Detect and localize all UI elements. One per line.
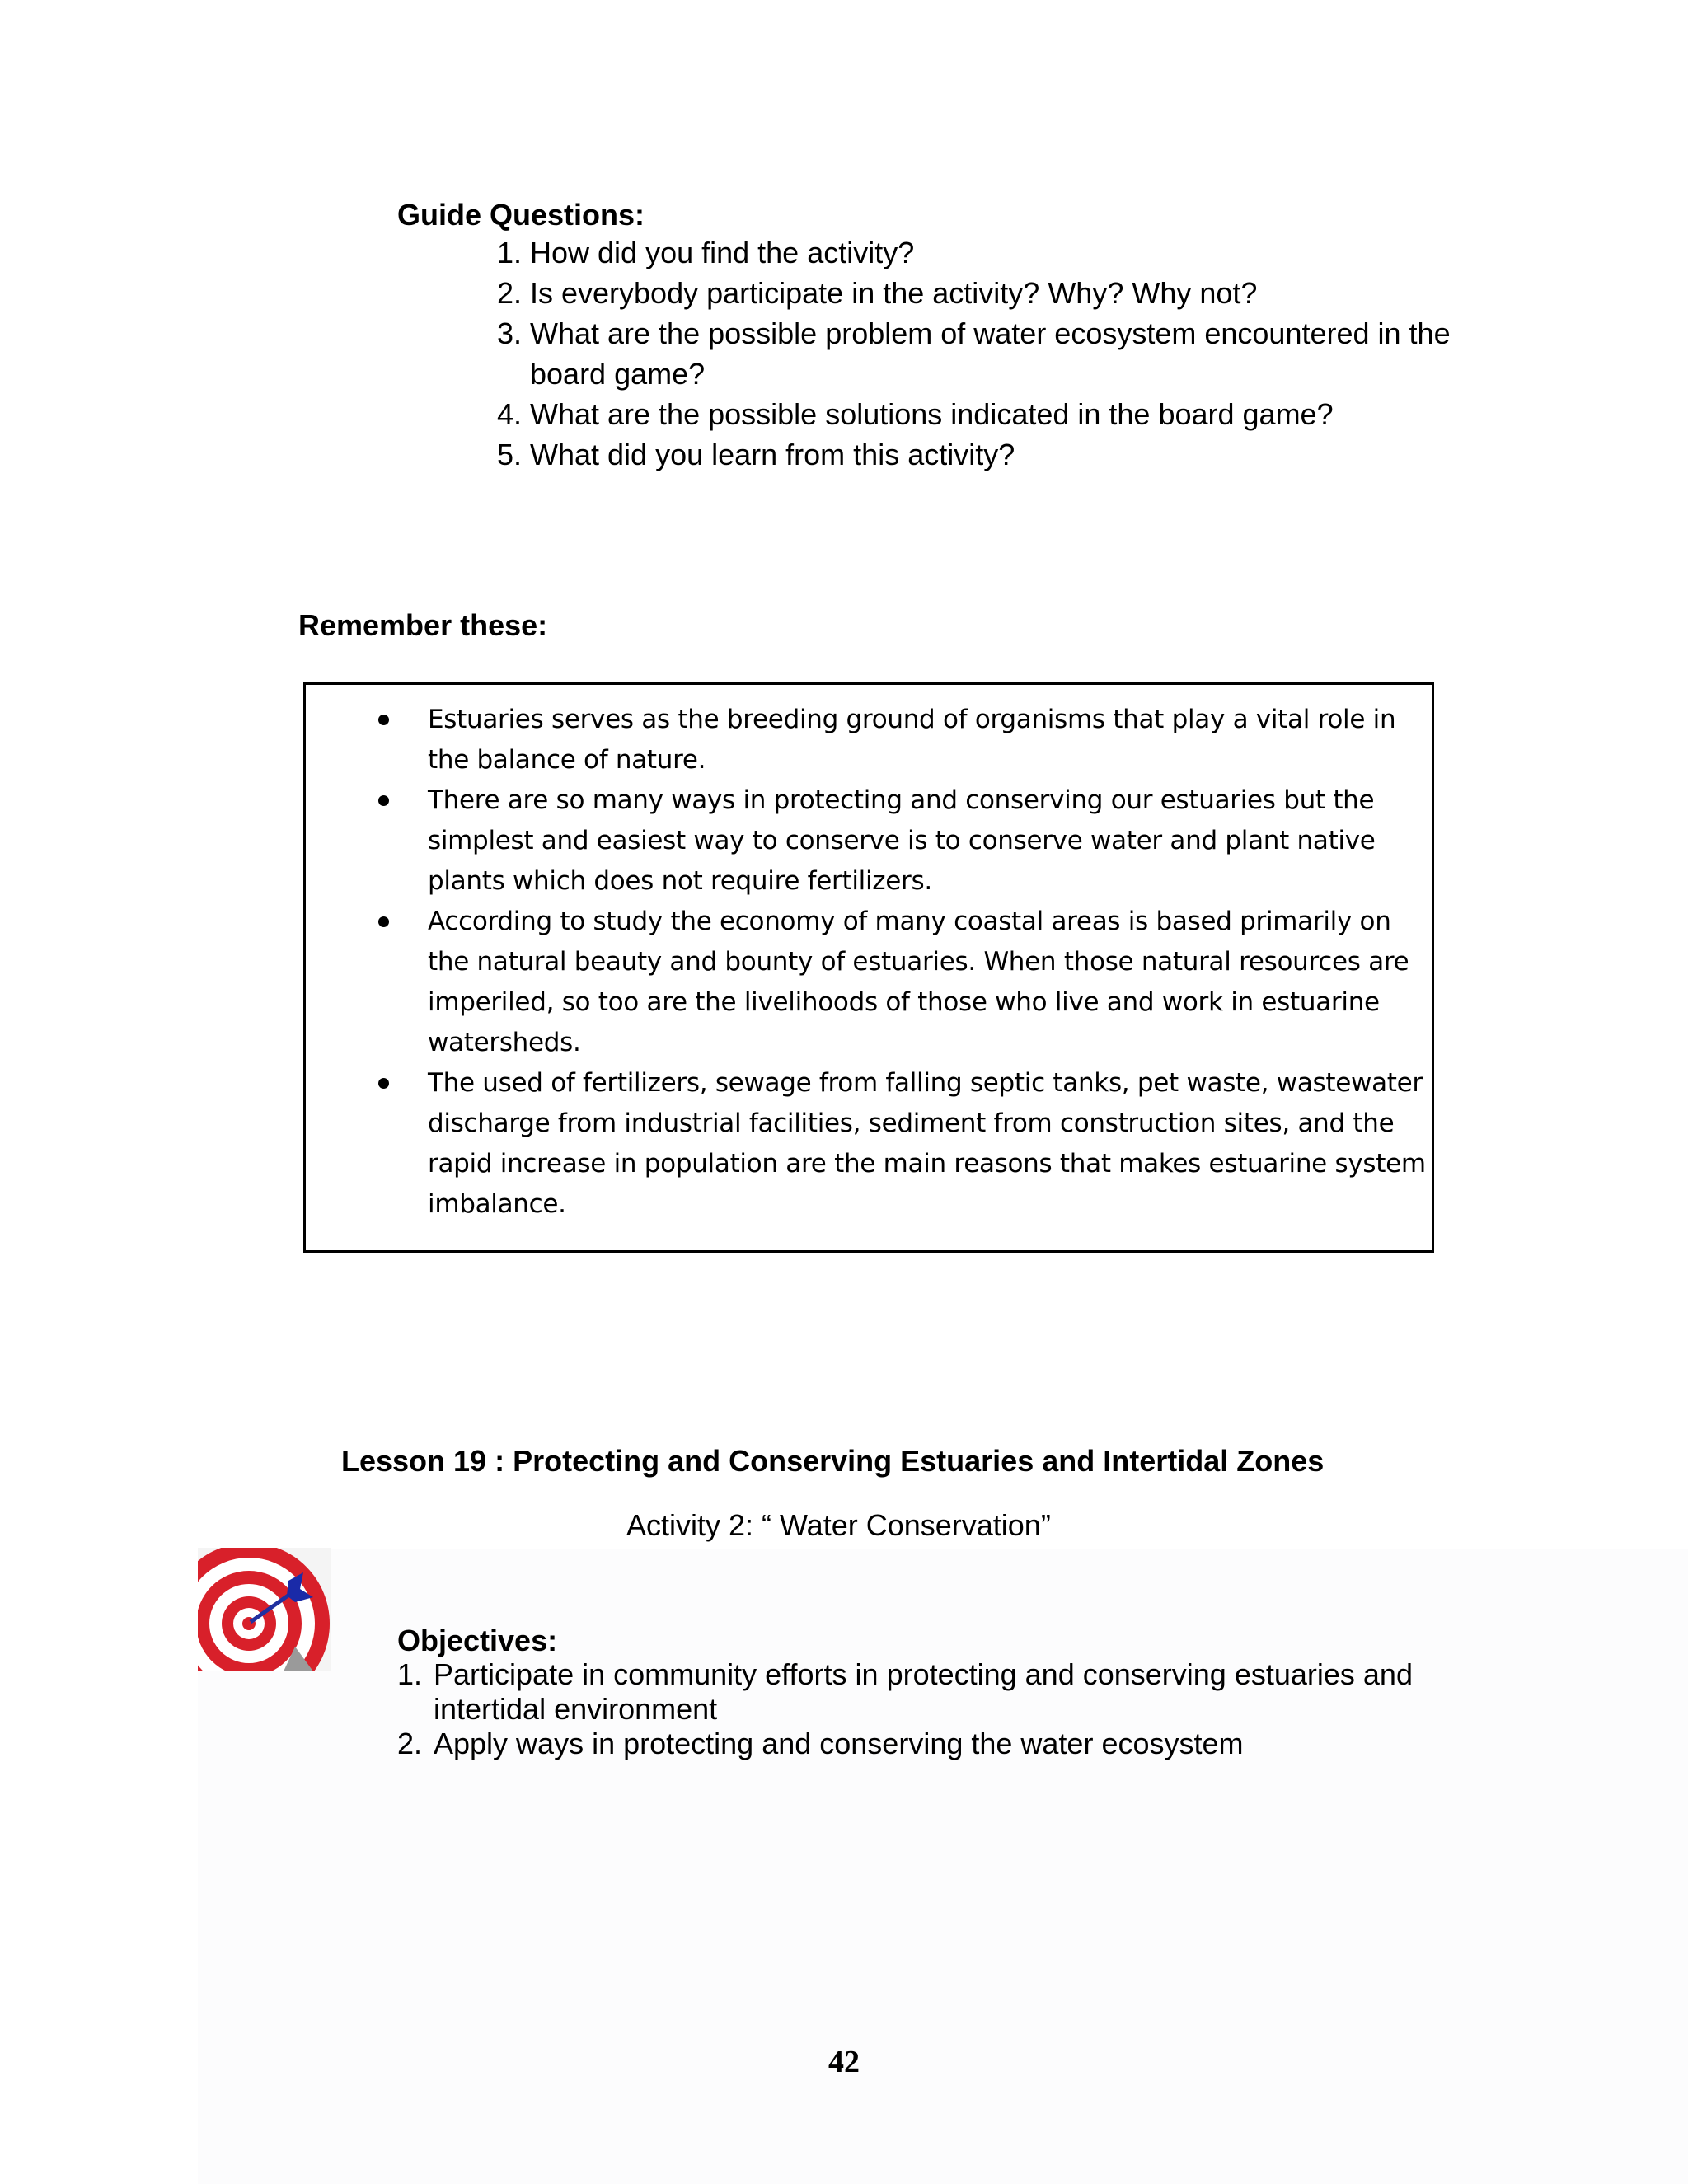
remember-bullet-item — [306, 780, 1427, 902]
guide-question-number: 5. — [497, 438, 523, 471]
guide-question-number: 4. — [497, 397, 523, 431]
guide-question-item — [497, 434, 1519, 475]
objectives-list — [397, 1657, 1522, 1761]
objective-text: Apply ways in protecting and conserving the water ecosystem — [434, 1727, 1244, 1760]
page-number: 42 — [828, 2045, 860, 2079]
guide-question-item — [497, 232, 1519, 273]
guide-question-number: 3. — [497, 316, 523, 350]
remember-heading: Remember these: — [298, 608, 548, 642]
remember-box — [303, 682, 1434, 1253]
remember-bullet-item — [306, 1063, 1427, 1225]
guide-question-text: How did you find the activity? — [530, 236, 915, 269]
remember-bullet-text: There are so many ways in protecting and conserving our estuaries but the simplest and easiest way to conserve is to conserve water and plant native plants which does not require fertilizers. — [428, 785, 1376, 896]
guide-question-text: What are the possible problem of water ecosystem encountered in the board game? — [530, 316, 1451, 391]
objective-text: Participate in community efforts in protecting and conserving estuaries and intertidal environment — [434, 1657, 1413, 1726]
bullet-dot-icon — [378, 1078, 389, 1089]
guide-question-item — [497, 394, 1519, 434]
guide-question-item — [497, 273, 1519, 313]
objective-item — [397, 1657, 1522, 1727]
objective-item — [397, 1727, 1522, 1761]
lesson-title: Lesson 19 : Protecting and Conserving Estuaries and Intertidal Zones — [341, 1444, 1325, 1478]
guide-question-number: 1. — [497, 236, 523, 269]
remember-bullet-text: According to study the economy of many coastal areas is based primarily on the natural beauty and bounty of estuaries. When those natural resources are imperiled, so too are the livelihoods of those who live and work in estuarine watersheds. — [428, 907, 1409, 1057]
bullet-dot-icon — [378, 715, 389, 725]
guide-question-item — [497, 313, 1519, 394]
guide-question-text: Is everybody participate in the activity? Why? Why not? — [530, 276, 1258, 310]
guide-questions-heading: Guide Questions: — [397, 198, 645, 232]
remember-bullet-item — [306, 700, 1427, 780]
guide-question-text: What did you learn from this activity? — [530, 438, 1015, 471]
bullet-dot-icon — [378, 795, 389, 806]
remember-bullet-list — [306, 700, 1427, 1225]
remember-bullet-item — [306, 902, 1427, 1063]
target-dart-icon — [198, 1548, 331, 1671]
guide-question-number: 2. — [497, 276, 523, 310]
guide-question-text: What are the possible solutions indicated in the board game? — [530, 397, 1334, 431]
objective-number: 1. — [397, 1657, 423, 1691]
bullet-dot-icon — [378, 916, 389, 927]
remember-bullet-text: The used of fertilizers, sewage from falling septic tanks, pet waste, wastewater discharge from industrial facilities, sediment from construction sites, and the rapid increase in population are the main reasons that makes estuarine system imbalance. — [428, 1068, 1426, 1219]
objective-number: 2. — [397, 1727, 423, 1760]
guide-questions-list — [497, 232, 1519, 475]
remember-bullet-text: Estuaries serves as the breeding ground of organisms that play a vital role in the balance of nature. — [428, 705, 1396, 775]
activity-title: Activity 2: “ Water Conservation” — [626, 1508, 1051, 1542]
objectives-heading: Objectives: — [397, 1624, 558, 1657]
